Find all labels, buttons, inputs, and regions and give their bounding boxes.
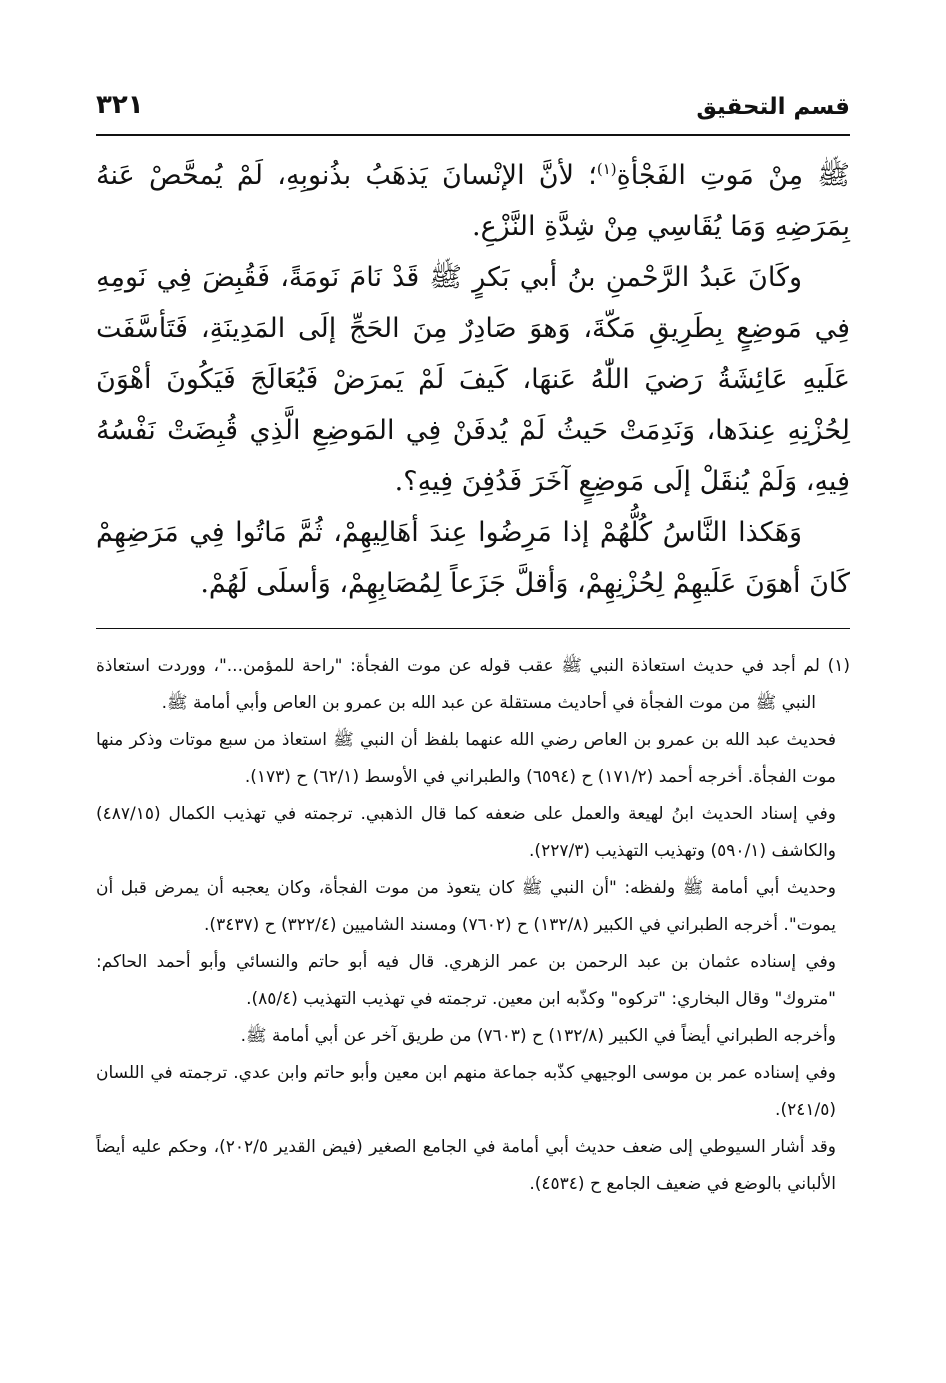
body-paragraph-1-start: ﷺ مِنْ مَوتِ الفَجْأةِ [616, 160, 850, 191]
body-paragraph-1 [96, 150, 850, 252]
footnote-paragraph: فحديث عبد الله بن عمرو بن العاص رضي الله عنهما بلفظ أن النبي ﷺ استعاذ من سبع موتات وذكر منها موت الفجأة. أخرجه أحمد (١٧١/٢) ح (٦٥٩٤) والطبراني في الأوسط (٦٢/١) ح (١٧٣). [96, 730, 836, 787]
footnote-divider [96, 628, 850, 629]
body-paragraph-2: وكَانَ عَبدُ الرَّحْمنِ بنُ أبي بَكرٍ ﷺ قَدْ نَامَ نَومَةً، فَقُبِضَ فِي نَومِهِ فِي مَوضِعٍ بِطَرِيقِ مَكّةَ، وَهوَ صَادِرٌ مِنَ الحَجِّ إلَى المَدِينَةِ، فَتَأسَّفَت عَلَيهِ عَائِشَةُ رَضيَ اللّٰهُ عَنهَا، كَيفَ لَمْ يَمرَضْ فَيُعَالَجَ فَيَكُونَ أهْوَنَ لِحُزْنِهِ عِندَها، وَنَدِمَتْ حَيثُ لَمْ يُدفَنْ فِي المَوضِعِ الَّذِي قُبِضَتْ نَفْسُهُ فِيهِ، وَلَمْ يُنقَلْ إلَى مَوضِعٍ آخَرَ فَدُفِنَ فِيهِ؟. [96, 262, 850, 497]
page-header [96, 88, 850, 128]
footnotes [96, 648, 850, 1203]
body-paragraph-3: وَهَكذا النَّاسُ كُلُّهُمْ إذا مَرِضُوا عِندَ أهَالِيهِمْ، ثُمَّ مَاتُوا فِي مَرَضِهِمْ كَانَ أهوَنَ عَلَيهِمْ لِحُزْنِهِمْ، وَأقلَّ جَزَعاً لِمُصَابِهِمْ، وَأسلَى لَهُمْ. [96, 517, 850, 599]
header-divider [96, 134, 850, 136]
footnote-reference-1: (١) [596, 160, 617, 178]
footnote-1: (١) لم أجد في حديث استعاذة النبي ﷺ عقب قوله عن موت الفجأة: "راحة للمؤمن..."، ووردت استعاذة النبي ﷺ من موت الفجأة في أحاديث مستقلة عن عبد الله بن عمرو بن العاص وأبي أمامة ﷺ. [96, 656, 850, 713]
body-paragraph-1-end: ؛ لأنَّ الإنْسانَ يَذهَبُ بذُنوبِهِ، لَمْ يُمحَّصْ عَنهُ بِمَرَضِهِ وَمَا يُقَاسِي مِنْ شِدَّةِ النَّزْعِ. [96, 160, 850, 242]
page-number: ٣٢١ [96, 90, 144, 120]
footnote-paragraph: وقد أشار السيوطي إلى ضعف حديث أبي أمامة في الجامع الصغير (فيض القدير ٢٠٢/٥)، وحكم عليه أيضاً الألباني بالوضع في ضعيف الجامع ح (٤٥٣٤). [96, 1137, 836, 1194]
footnote-paragraph: وأخرجه الطبراني أيضاً في الكبير (١٣٢/٨) ح (٧٦٠٣) من طريق آخر عن أبي أمامة ﷺ. [240, 1026, 836, 1046]
footnote-paragraph: وفي إسناده عثمان بن عبد الرحمن بن عمر الزهري. قال فيه أبو حاتم والنسائي وأبو أحمد الحاكم: "متروك" وقال البخاري: "تركوه" وكذّبه ابن معين. ترجمته في تهذيب التهذيب (٨٥/٤). [96, 952, 836, 1009]
footnote-paragraph: وفي إسناده عمر بن موسى الوجيهي كذّبه جماعة منهم ابن معين وأبو حاتم وابن عدي. ترجمته في اللسان (٢٤١/٥). [96, 1063, 836, 1120]
main-text [96, 150, 850, 609]
footnote-paragraph: وحديث أبي أمامة ﷺ ولفظه: "أن النبي ﷺ كان يتعوذ من موت الفجأة، وكان يعجبه أن يمرض قبل أن يموت". أخرجه الطبراني في الكبير (١٣٢/٨) ح (٧٦٠٢) ومسند الشاميين (٣٢٢/٤) ح (٣٤٣٧). [96, 878, 836, 935]
section-title: قسم التحقيق [696, 94, 850, 120]
footnote-paragraph: وفي إسناد الحديث ابنُ لهيعة والعمل على ضعفه كما قال الذهبي. ترجمته في تهذيب الكمال (٤٨٧/١٥) والكاشف (٥٩٠/١) وتهذيب التهذيب (٢٢٧/٣). [96, 804, 836, 861]
